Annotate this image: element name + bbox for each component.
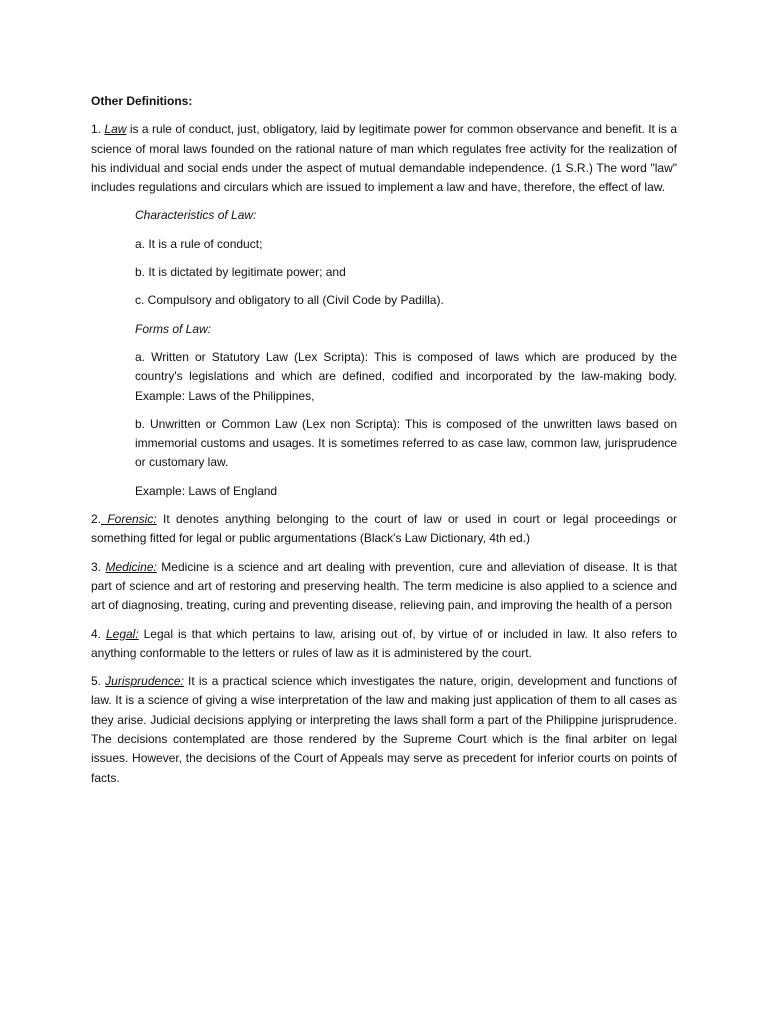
definition-legal (91, 625, 677, 664)
definition-medicine (91, 558, 677, 616)
forms-item: a. Written or Statutory Law (Lex Scripta): This is composed of laws which are produced by the country's legislations and which are defined, codified and incorporated by the law-making body. Example: Laws of the Philippines, (135, 349, 677, 403)
characteristics-title: Characteristics of Law: (135, 208, 257, 223)
definition-term: Forensic: (101, 512, 157, 527)
definition-number: 1. (91, 122, 105, 137)
definition-number: 5. (91, 674, 106, 689)
definition-term: Medicine: (105, 559, 157, 574)
definition-text: Legal is that which pertains to law, arising out of, by virtue of or included in law. It also refers to anything conformable to the letters or rules of law as it is administered by the court. (91, 626, 678, 660)
definition-term: Jurisprudence: (105, 674, 184, 689)
forms-title: Forms of Law: (135, 321, 212, 336)
definition-text: Medicine is a science and art dealing with prevention, cure and alleviation of disease. It is that part of science and art of restoring and preserving health. The term medicine is also applied to a science and art of diagnosing, treating, curing and preventing disease, relieving pain, and improving the health of a person (91, 559, 678, 613)
definition-number: 3. (91, 559, 106, 574)
characteristics-item: b. It is dictated by legitimate power; and (135, 265, 346, 280)
document-page (91, 92, 677, 797)
characteristics-item: a. It is a rule of conduct; (135, 236, 263, 251)
definition-text: is a rule of conduct, just, obligatory, laid by legitimate power for common observance and benefit. It is a science of moral laws founded on the rational nature of man which regulates free activity for the realization of his individual and social ends under the aspect of mutual demandable independence. (1 S.R.) The word "law" includes regulations and circulars which are issued to implement a law and have, therefore, the effect of law. (91, 122, 677, 195)
definition-forensic (91, 510, 677, 549)
characteristics-item: c. Compulsory and obligatory to all (Civil Code by Padilla). (135, 293, 444, 308)
definition-term: Legal: (105, 626, 139, 641)
definition-number: 4. (91, 626, 106, 641)
definition-text: It denotes anything belonging to the court of law or used in court or legal proceedings or something fitted for legal or public argumentations (Black's Law Dictionary, 4th ed.) (91, 512, 677, 546)
forms-item: b. Unwritten or Common Law (Lex non Scripta): This is composed of the unwritten laws based on immemorial customs and usages. It is sometimes referred to as case law, common law, jurisprudence or customary law. (135, 416, 677, 470)
definition-jurisprudence (91, 672, 677, 788)
definition-number: 2. (91, 512, 102, 527)
definition-law (91, 120, 677, 197)
document-heading: Other Definitions: (91, 94, 193, 108)
forms-example: Example: Laws of England (135, 483, 278, 498)
definition-term: Law (104, 122, 127, 137)
definition-text: It is a practical science which investigates the nature, origin, development and functions of law. It is a science of giving a wise interpretation of the law and making just application of them to all cases as they arise. Judicial decisions applying or interpreting the laws shall form a part of the Philippine jurisprudence. The decisions contemplated are those rendered by the Supreme Court which is the final arbiter on legal issues. However, the decisions of the Court of Appeals may serve as precedent for inferior courts on points of facts. (91, 674, 677, 785)
